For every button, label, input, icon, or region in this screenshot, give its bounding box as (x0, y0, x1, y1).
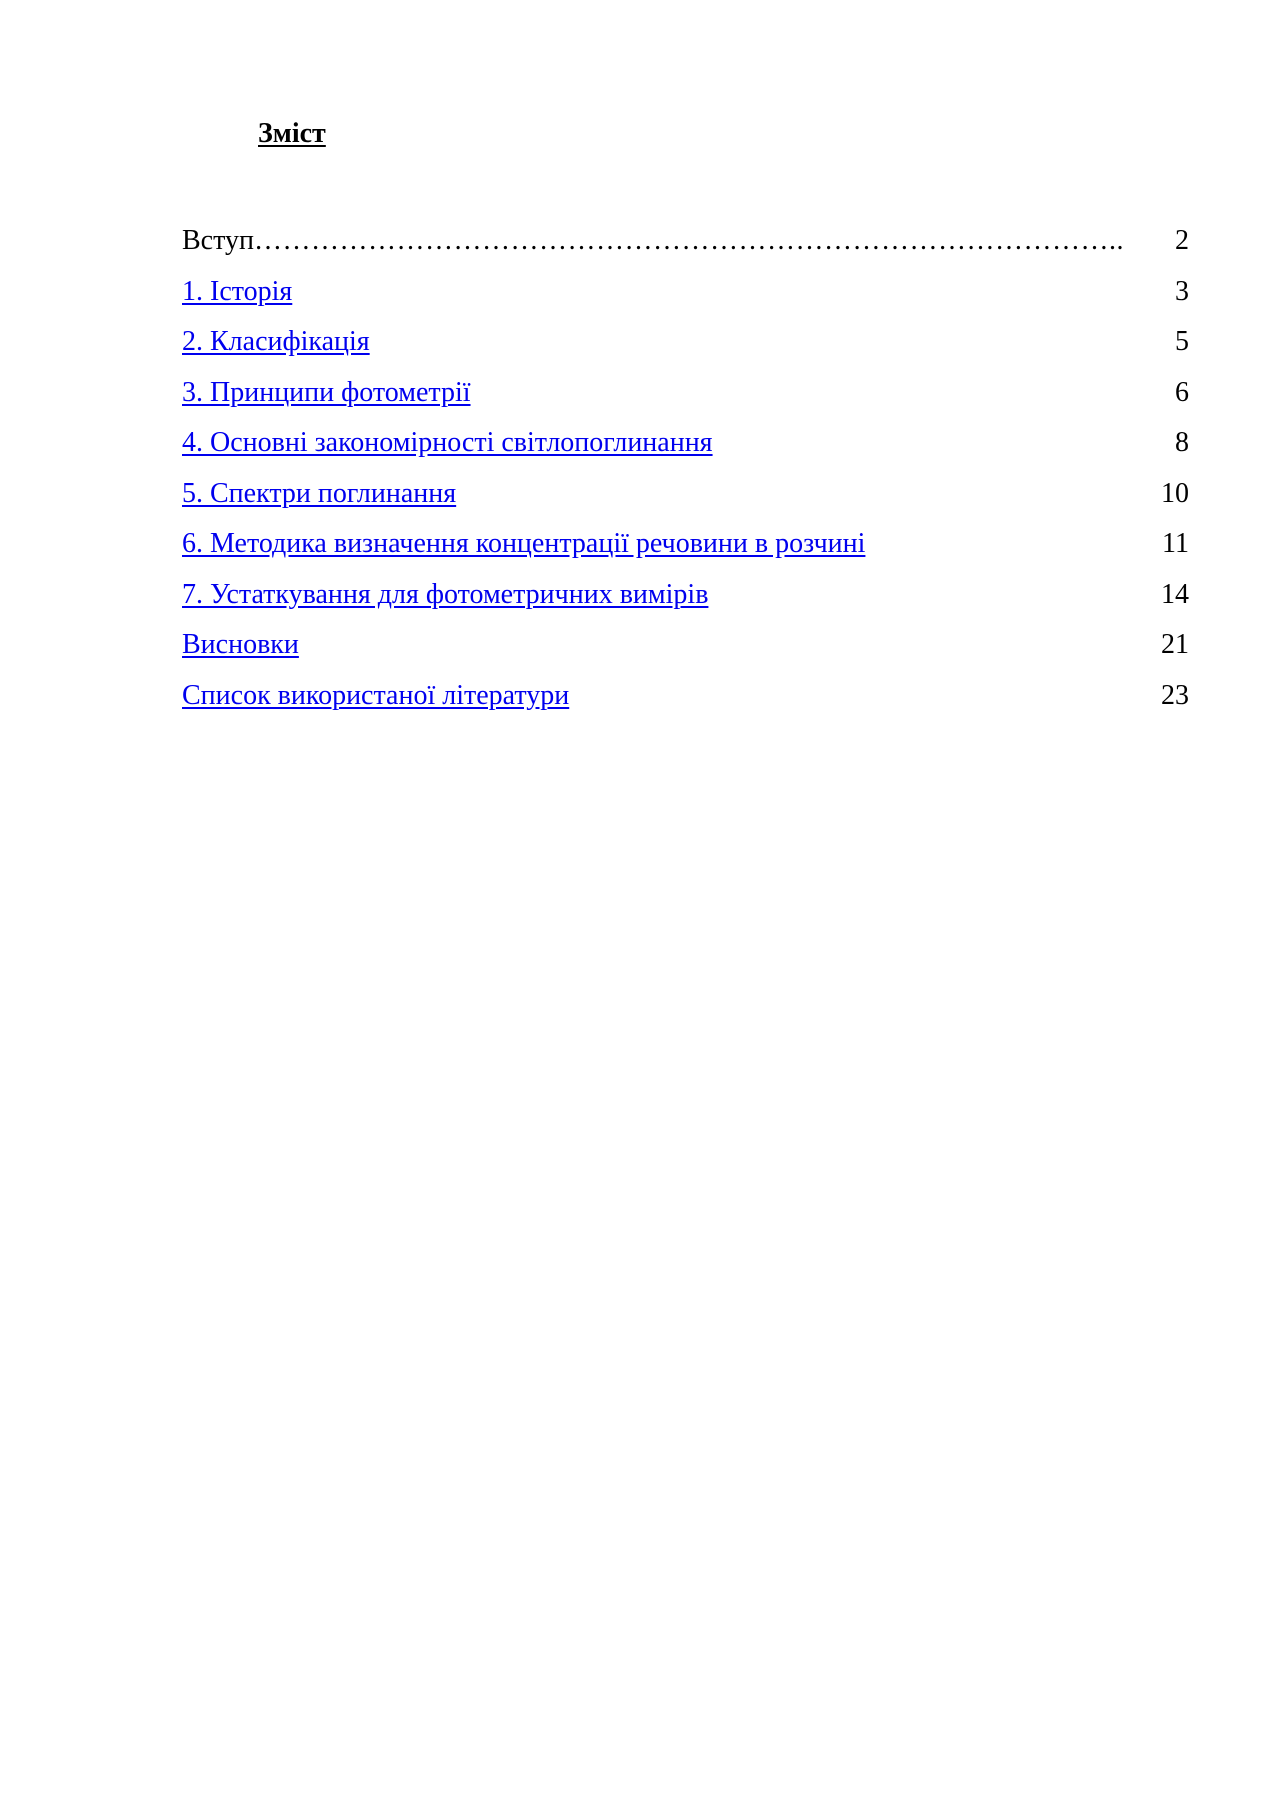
toc-entry-page: 11 (1162, 528, 1189, 559)
toc-entry-classification (182, 317, 1189, 368)
toc-dot-leader: ……………………………………………………………………………….. (253, 225, 1124, 256)
toc-entry-page: 23 (1161, 679, 1189, 711)
table-of-contents (182, 216, 1189, 721)
toc-link-history[interactable]: 1. Історія (182, 275, 293, 307)
toc-entry-conclusions (182, 620, 1189, 671)
toc-entry-page: 6 (1175, 376, 1189, 408)
toc-link-references[interactable]: Список використаної літератури (182, 679, 570, 711)
toc-entry-page: 8 (1175, 427, 1189, 458)
toc-entry-absorption-laws (182, 418, 1189, 469)
toc-entry-page: 21 (1161, 629, 1189, 660)
toc-link-equipment[interactable]: 7. Устаткування для фотометричних вимірів (182, 578, 709, 610)
toc-entry-absorption-spectra (182, 469, 1189, 520)
toc-entry-page: 3 (1175, 275, 1189, 307)
toc-link-photometry-principles[interactable]: 3. Принципи фотометрії (182, 376, 471, 408)
toc-entry-page: 2 (1175, 225, 1189, 256)
toc-link-concentration-method[interactable]: 6. Методика визначення концентрації речовини в розчині (182, 528, 866, 559)
toc-title: Зміст (258, 118, 326, 149)
toc-link-conclusions[interactable]: Висновки (182, 629, 299, 660)
toc-link-absorption-laws[interactable]: 4. Основні закономірності світлопоглинання (182, 427, 713, 458)
toc-entry-equipment (182, 570, 1189, 621)
toc-entry-intro (182, 216, 1189, 267)
toc-link-classification[interactable]: 2. Класифікація (182, 326, 370, 357)
toc-link-absorption-spectra[interactable]: 5. Спектри поглинання (182, 477, 457, 509)
toc-entry-concentration-method (182, 519, 1189, 570)
toc-entry-label: Вступ (182, 225, 254, 256)
toc-entry-page: 5 (1175, 326, 1189, 357)
toc-entry-references (182, 671, 1189, 722)
toc-entry-history (182, 267, 1189, 318)
toc-entry-page: 14 (1161, 578, 1189, 610)
toc-entry-page: 10 (1161, 477, 1189, 509)
toc-entry-photometry-principles (182, 368, 1189, 419)
